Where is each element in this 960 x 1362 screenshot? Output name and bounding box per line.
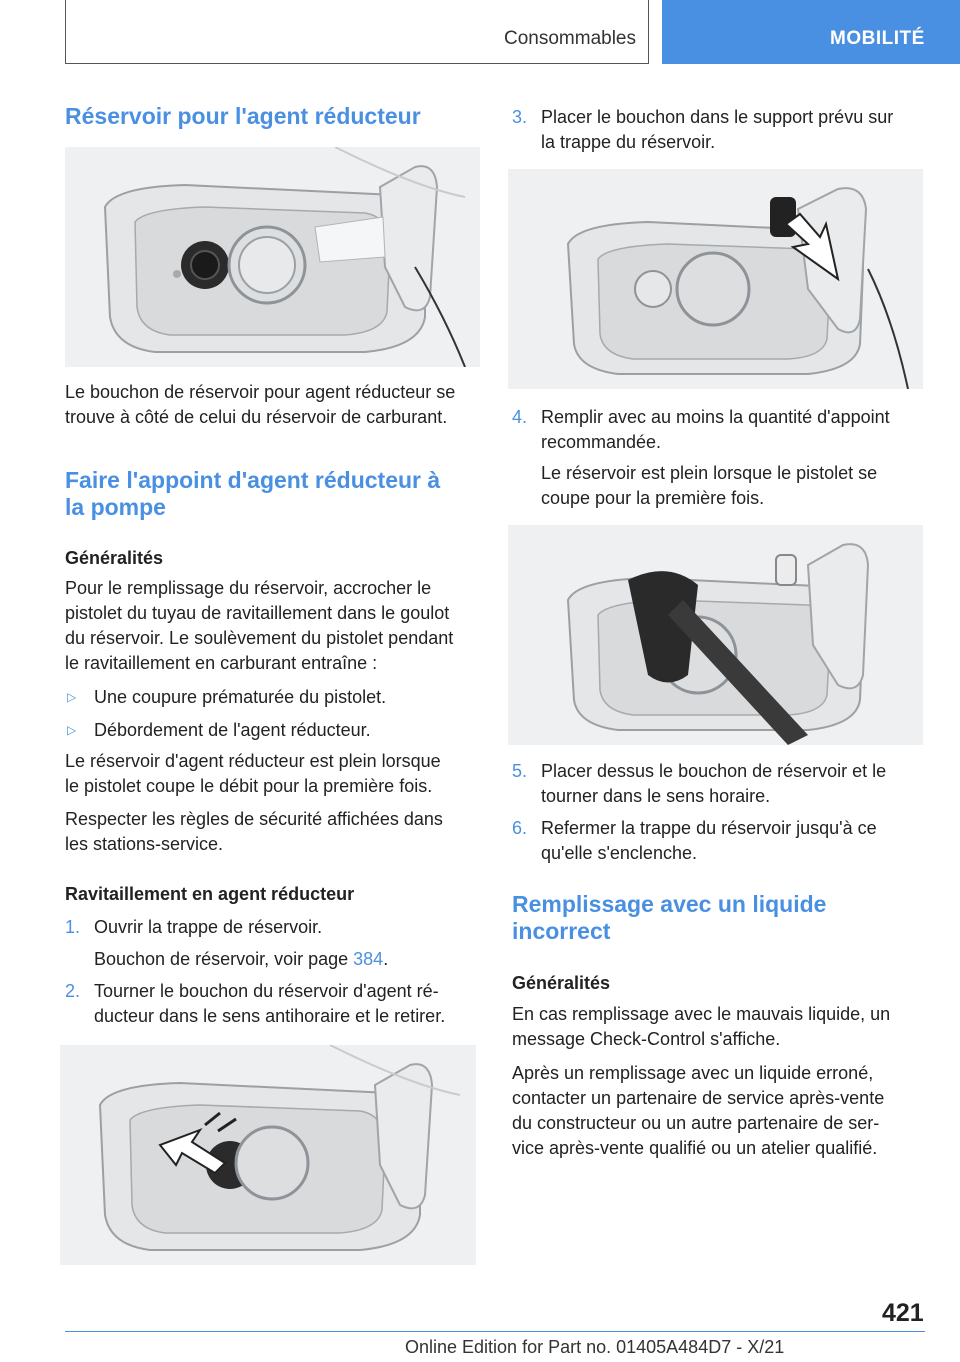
paragraph-tank-full xyxy=(65,749,441,799)
paragraph-contact-service xyxy=(512,1061,884,1161)
step-subtext xyxy=(541,461,877,511)
step-text xyxy=(541,105,893,155)
header-chapter-label: MOBILITÉ xyxy=(830,28,925,49)
paragraph-filling-instructions xyxy=(65,576,453,676)
text-line: le ravitaillement en carburant entraîne : xyxy=(65,653,378,673)
text-line: trouve à côté de celui du réservoir de carburant. xyxy=(65,407,448,427)
text-line: tourner dans le sens horaire. xyxy=(541,786,771,806)
step-number: 3. xyxy=(512,107,528,127)
section-title-wrong-liquid xyxy=(512,891,826,945)
subheading-general: Généralités xyxy=(512,973,611,993)
text-line: Refermer la trappe du réservoir jusqu'à ce xyxy=(541,818,877,838)
paragraph-check-control xyxy=(512,1002,890,1052)
title-line: Faire l'appoint d'agent réducteur à xyxy=(65,467,441,493)
text-line: Tourner le bouchon du réservoir d'agent ré- xyxy=(94,981,439,1001)
text-fragment: Bouchon de réservoir, voir page xyxy=(94,949,354,969)
text-line: Après un remplissage avec un liquide erroné, xyxy=(512,1063,874,1083)
subheading-refuel: Ravitaillement en agent réducteur xyxy=(65,884,355,904)
text-line: message Check-Control s'affiche. xyxy=(512,1029,781,1049)
text-line: Pour le remplissage du réservoir, accrocher le xyxy=(65,578,432,598)
step-number: 5. xyxy=(512,761,528,781)
text-line: En cas remplissage avec le mauvais liquide, un xyxy=(512,1004,891,1024)
step-text: Ouvrir la trappe de réservoir. xyxy=(94,917,323,937)
text-line: du réservoir. Le soulèvement du pistolet pendant xyxy=(65,628,454,648)
title-line: la pompe xyxy=(65,494,166,520)
text-line: les stations-service. xyxy=(65,834,224,854)
step-number: 4. xyxy=(512,407,528,427)
text-line: du constructeur ou un autre partenaire de ser- xyxy=(512,1113,880,1133)
text-line: Le réservoir est plein lorsque le pistolet se xyxy=(541,463,878,483)
footer-divider xyxy=(65,1331,925,1332)
step-number: 1. xyxy=(65,917,81,937)
step-number: 2. xyxy=(65,981,81,1001)
title-line: incorrect xyxy=(512,918,611,944)
page-link-384[interactable]: 384 xyxy=(353,949,384,969)
text-line: Le réservoir d'agent réducteur est plein lorsque xyxy=(65,751,441,771)
step-text xyxy=(541,405,890,455)
step-number: 6. xyxy=(512,818,528,838)
section-title-refill-pump xyxy=(65,467,440,521)
subheading-general: Généralités xyxy=(65,548,164,568)
text-line: ducteur dans le sens antihoraire et le retirer. xyxy=(94,1006,446,1026)
text-line: le pistolet coupe le débit pour la première fois. xyxy=(65,776,433,796)
title-line: Remplissage avec un liquide xyxy=(512,891,827,917)
figure-remove-cap xyxy=(60,1045,476,1265)
page-number: 421 xyxy=(882,1299,924,1327)
figure-fuel-nozzle xyxy=(508,525,923,745)
bullet-triangle-icon: ▷ xyxy=(67,690,77,704)
text-line: recommandée. xyxy=(541,432,662,452)
text-line: Remplir avec au moins la quantité d'appoint xyxy=(541,407,890,427)
text-line: Respecter les règles de sécurité affichées dans xyxy=(65,809,443,829)
text-line: pistolet du tuyau de ravitaillement dans le goulot xyxy=(65,603,450,623)
section-title-reservoir: Réservoir pour l'agent réducteur xyxy=(65,103,421,129)
text-line: contacter un partenaire de service après-vente xyxy=(512,1088,885,1108)
figure-cap-holder xyxy=(508,169,923,389)
bullet-item: Débordement de l'agent réducteur. xyxy=(94,720,371,740)
header-chapter-tab[interactable] xyxy=(662,0,960,64)
text-line: Le bouchon de réservoir pour agent réducteur se xyxy=(65,382,456,402)
footer-edition: Online Edition for Part no. 01405A484D7 - X/21 xyxy=(405,1337,785,1357)
text-line: vice après-vente qualifié ou un atelier qualifié. xyxy=(512,1138,878,1158)
text-line: coupe pour la première fois. xyxy=(541,488,765,508)
paragraph-safety-rules xyxy=(65,807,443,857)
figure-filler-cap xyxy=(65,147,480,367)
bullet-item: Une coupure prématurée du pistolet. xyxy=(94,687,387,707)
bullet-triangle-icon: ▷ xyxy=(67,723,77,737)
step-subtext xyxy=(94,947,388,972)
step-text xyxy=(94,979,445,1029)
text-line: Placer le bouchon dans le support prévu sur xyxy=(541,107,894,127)
text-line: Placer dessus le bouchon de réservoir et le xyxy=(541,761,887,781)
step-text xyxy=(541,816,877,866)
text-fragment: . xyxy=(383,949,389,969)
text-line: la trappe du réservoir. xyxy=(541,132,716,152)
text-line: qu'elle s'enclenche. xyxy=(541,843,697,863)
paragraph-cap-location xyxy=(65,380,455,430)
header-section-title: Consommables xyxy=(504,28,636,49)
step-text xyxy=(541,759,886,809)
